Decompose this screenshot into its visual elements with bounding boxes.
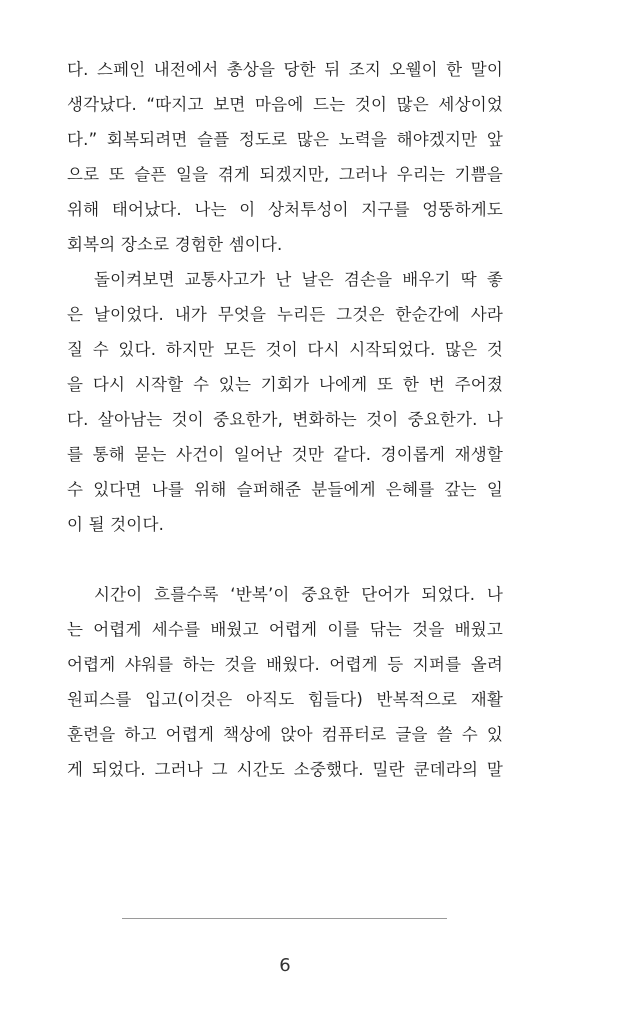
paragraph-3 <box>67 577 503 787</box>
text-line: 위해 태어났다. 나는 이 상처투성이 지구를 엉뚱하게도 <box>67 200 503 219</box>
paragraph-gap <box>67 542 503 577</box>
body-text <box>67 52 503 787</box>
text-line: 는 어렵게 세수를 배웠고 어렵게 이를 닦는 것을 배웠고 <box>67 620 503 639</box>
text-line: 어렵게 샤워를 하는 것을 배웠다. 어렵게 등 지퍼를 올려 <box>67 655 503 674</box>
text-line: 수 있다면 나를 위해 슬퍼해준 분들에게 은혜를 갚는 일 <box>67 480 503 499</box>
text-line: 다. 스페인 내전에서 총상을 당한 뒤 조지 오웰이 한 말이 <box>67 60 503 79</box>
text-line: 게 되었다. 그러나 그 시간도 소중했다. 밀란 쿤데라의 말 <box>67 760 503 779</box>
paragraph-1 <box>67 52 503 262</box>
text-line: 이 될 것이다. <box>67 515 165 534</box>
footer-divider <box>122 918 447 919</box>
text-line: 훈련을 하고 어렵게 책상에 앉아 컴퓨터로 글을 쓸 수 있 <box>67 725 503 744</box>
text-line: 회복의 장소로 경험한 셈이다. <box>67 235 283 254</box>
text-line: 시간이 흐를수록 ‘반복’이 중요한 단어가 되었다. 나 <box>94 585 503 604</box>
page-number: 6 <box>279 955 291 976</box>
text-line: 을 다시 시작할 수 있는 기회가 나에게 또 한 번 주어졌 <box>67 375 503 394</box>
text-line: 다. 살아남는 것이 중요한가, 변화하는 것이 중요한가. 나 <box>67 410 503 429</box>
text-line: 를 통해 묻는 사건이 일어난 것만 같다. 경이롭게 재생할 <box>67 445 503 464</box>
text-line: 다.” 회복되려면 슬플 정도로 많은 노력을 해야겠지만 앞 <box>67 130 503 149</box>
text-line: 생각났다. “따지고 보면 마음에 드는 것이 많은 세상이었 <box>67 95 503 114</box>
text-line: 질 수 있다. 하지만 모든 것이 다시 시작되었다. 많은 것 <box>67 340 503 359</box>
text-line: 은 날이었다. 내가 무엇을 누리든 그것은 한순간에 사라 <box>67 305 503 324</box>
text-line: 원피스를 입고(이것은 아직도 힘들다) 반복적으로 재활 <box>67 690 503 709</box>
text-line: 돌이켜보면 교통사고가 난 날은 겸손을 배우기 딱 좋 <box>94 270 503 289</box>
text-line: 으로 또 슬픈 일을 겪게 되겠지만, 그러나 우리는 기쁨을 <box>67 165 503 184</box>
paragraph-2 <box>67 262 503 542</box>
